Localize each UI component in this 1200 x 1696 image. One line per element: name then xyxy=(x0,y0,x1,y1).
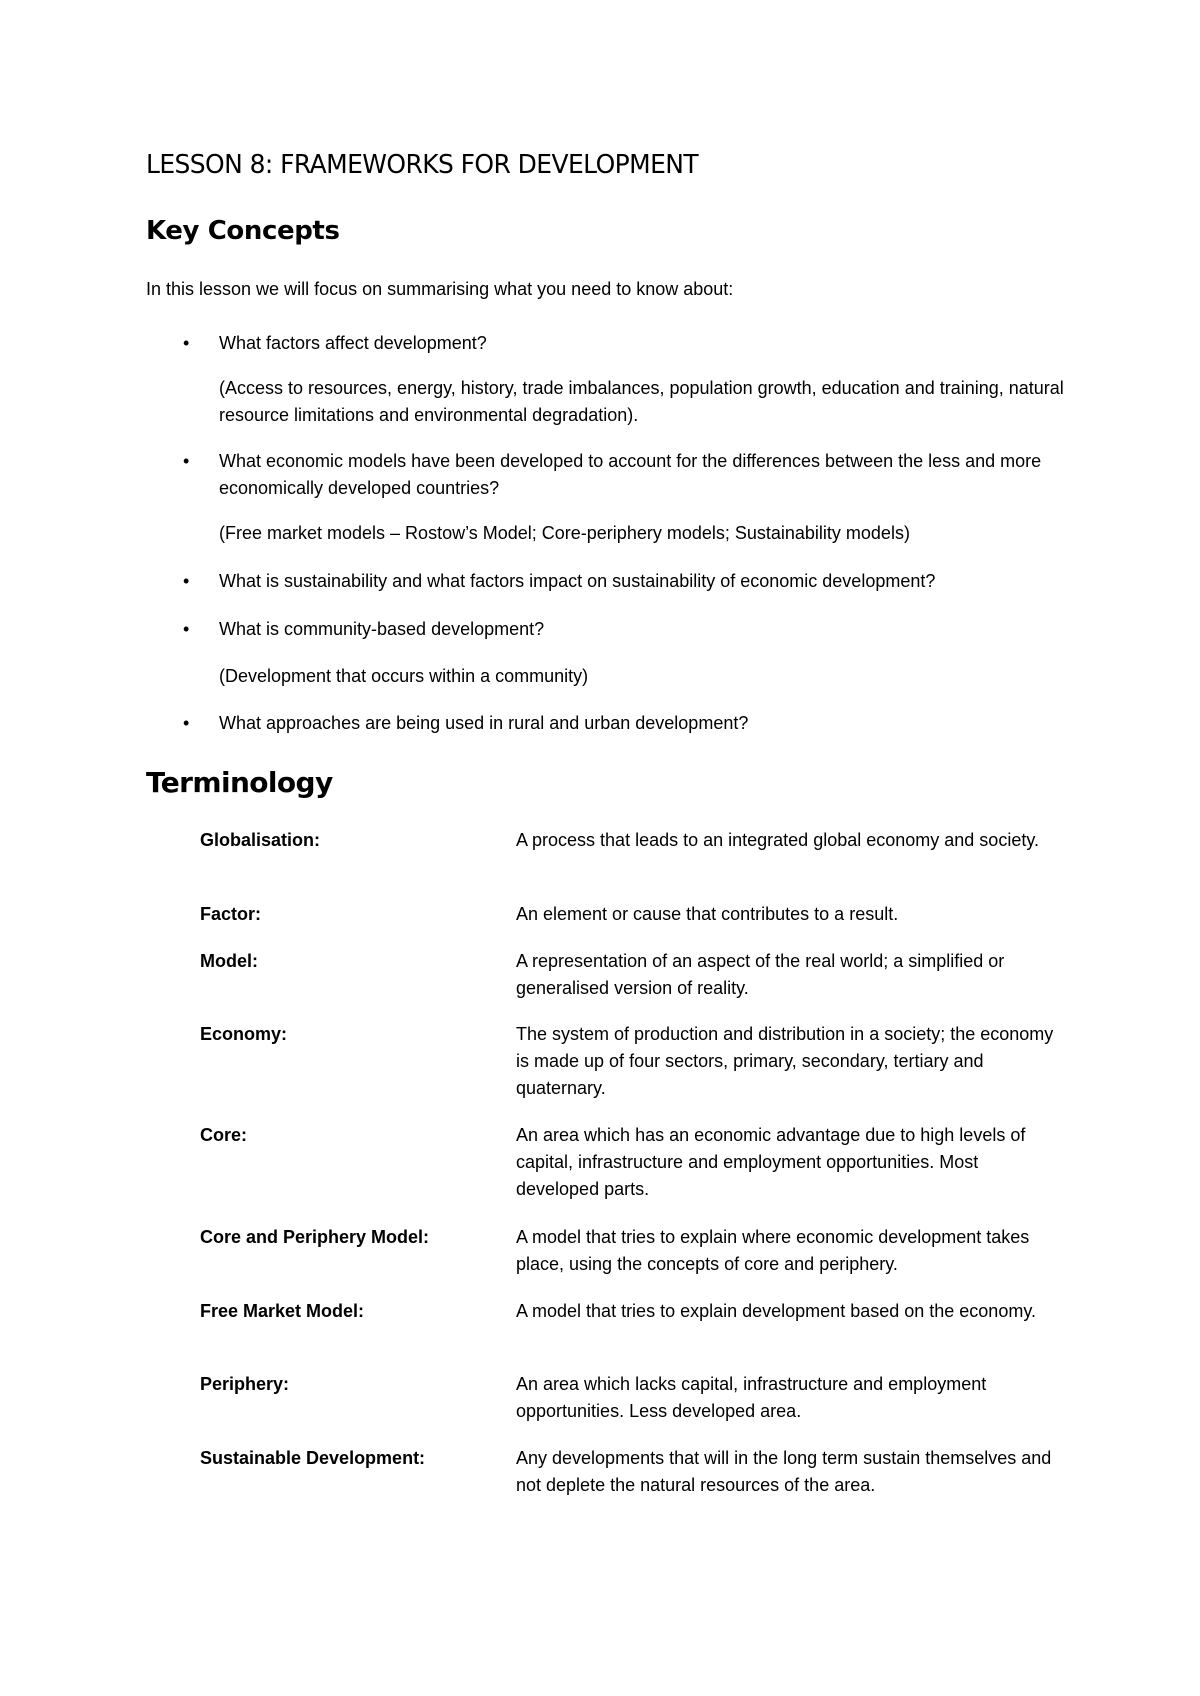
terminology-heading: Terminology xyxy=(146,766,333,799)
term-definition: A representation of an aspect of the real world; a simplified or generalised version of reality. xyxy=(516,951,1005,998)
concept-question: What economic models have been developed to account for the differences between the less and more economically developed countries? xyxy=(219,451,1042,498)
term-name: Globalisation: xyxy=(200,830,321,850)
term-definition: An element or cause that contributes to a result. xyxy=(516,904,899,924)
concept-note: (Free market models – Rostow’s Model; Core-periphery models; Sustainability models) xyxy=(219,523,910,543)
term-definition: Any developments that will in the long term sustain themselves and not deplete the natural resources of the area. xyxy=(516,1448,1052,1495)
term-name: Model: xyxy=(200,951,258,971)
concept-note: (Development that occurs within a community) xyxy=(219,666,589,686)
term-name: Factor: xyxy=(200,904,262,924)
bullet-icon: • xyxy=(183,333,190,353)
term-name: Economy: xyxy=(200,1024,288,1044)
term-definition: An area which has an economic advantage due to high levels of capital, infrastructure and employment opportunities. Most developed parts. xyxy=(516,1125,1026,1199)
bullet-icon: • xyxy=(183,451,190,471)
concept-question: What approaches are being used in rural and urban development? xyxy=(219,713,749,733)
bullet-icon: • xyxy=(183,571,190,591)
term-definition: A process that leads to an integrated global economy and society. xyxy=(516,830,1039,850)
bullet-icon: • xyxy=(183,713,190,733)
concept-question: What is sustainability and what factors impact on sustainability of economic development? xyxy=(219,571,936,591)
term-definition: The system of production and distribution in a society; the economy is made up of four sectors, primary, secondary, tertiary and quaternary. xyxy=(516,1024,1054,1098)
term-name: Core: xyxy=(200,1125,248,1145)
key-concepts-intro: In this lesson we will focus on summarising what you need to know about: xyxy=(146,279,734,299)
term-name: Periphery: xyxy=(200,1374,290,1394)
term-definition: A model that tries to explain where economic development takes place, using the concepts of core and periphery. xyxy=(516,1227,1030,1274)
concept-question: What is community-based development? xyxy=(219,619,545,639)
term-name: Core and Periphery Model: xyxy=(200,1227,430,1247)
term-name: Free Market Model: xyxy=(200,1301,365,1321)
term-definition: An area which lacks capital, infrastructure and employment opportunities. Less developed area. xyxy=(516,1374,987,1421)
lesson-title: LESSON 8: FRAMEWORKS FOR DEVELOPMENT xyxy=(146,150,699,180)
key-concepts-heading: Key Concepts xyxy=(146,216,340,246)
term-definition: A model that tries to explain development based on the economy. xyxy=(516,1301,1036,1321)
bullet-icon: • xyxy=(183,619,190,639)
concept-question: What factors affect development? xyxy=(219,333,487,353)
term-name: Sustainable Development: xyxy=(200,1448,426,1468)
concept-note: (Access to resources, energy, history, trade imbalances, population growth, education and training, natural resource limitations and environmental degradation). xyxy=(219,378,1064,425)
